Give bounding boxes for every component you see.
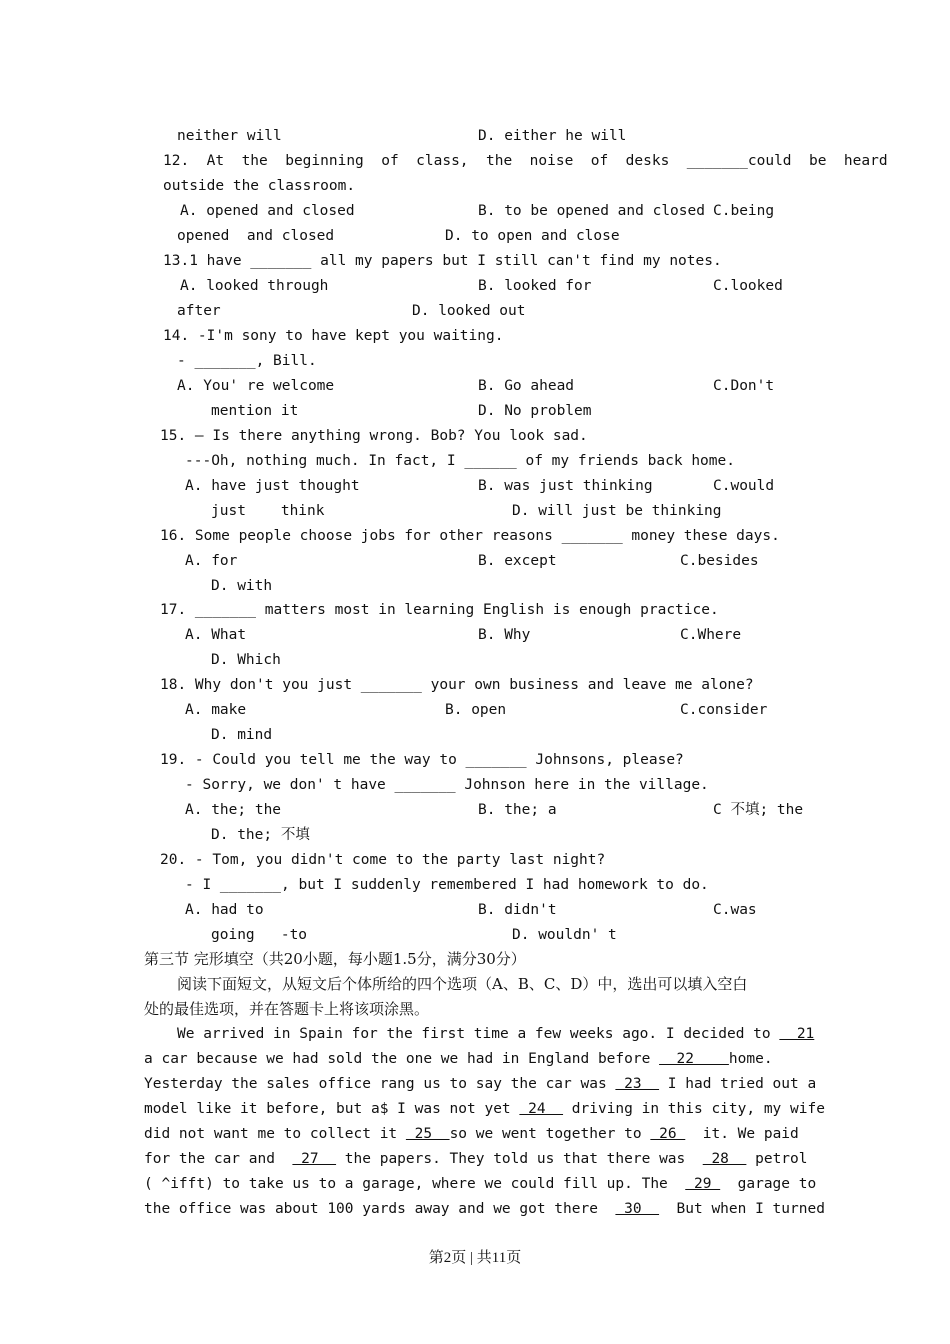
section-instructions-cont: 处的最佳选项，并在答题卡上将该项涂黑。: [144, 1000, 430, 1018]
q20-reply: - I _______, but I suddenly remembered I had homework to do.: [185, 877, 709, 893]
q18-option-b: B. open: [445, 702, 507, 718]
q20-option-a: A. had to: [185, 902, 264, 918]
blank-23: 23: [615, 1076, 660, 1092]
q19-option-c: C 不填; the: [713, 802, 804, 818]
q17-option-b: B. Why: [478, 627, 531, 643]
q18-option-a: A. make: [185, 702, 247, 718]
q13-stem: 13.1 have _______ all my papers but I still can't find my notes.: [163, 253, 722, 269]
q20-option-c: C.was: [713, 902, 757, 918]
q18-option-c: C.consider: [680, 702, 768, 718]
blank-22: 22: [659, 1051, 729, 1067]
q17-option-a: A. What: [185, 627, 247, 643]
blank-21: 21: [779, 1026, 815, 1042]
q17-option-d: D. Which: [211, 652, 281, 668]
q19-stem: 19. - Could you tell me the way to _______ Johnsons, please?: [160, 752, 684, 768]
q19-reply: - Sorry, we don' t have _______ Johnson here in the village.: [185, 777, 709, 793]
q16-option-b: B. except: [478, 553, 557, 569]
q20-option-c-cont: going -to: [211, 927, 308, 943]
q15-option-b: B. was just thinking: [478, 478, 653, 494]
q13-option-b: B. looked for: [478, 278, 592, 294]
q15-option-a: A. have just thought: [185, 478, 360, 494]
q15-option-c: C.would: [713, 478, 775, 494]
blank-24: 24: [519, 1101, 564, 1117]
passage-line: did not want me to collect it 25 so we went together to 26 it. We paid: [144, 1126, 799, 1142]
q14-stem: 14. -I'm sony to have kept you waiting.: [163, 328, 504, 344]
q12-option-c: C.being: [713, 203, 775, 219]
blank-28: 28: [702, 1151, 747, 1167]
passage-line: ( ^ifft) to take us to a garage, where we could fill up. The 29 garage to: [144, 1176, 817, 1192]
passage-line: Yesterday the sales office rang us to say the car was 23 I had tried out a: [144, 1076, 817, 1092]
q14-option-d: D. No problem: [478, 403, 592, 419]
q14-option-b: B. Go ahead: [478, 378, 575, 394]
passage-line: the office was about 100 yards away and we got there 30 But when I turned: [144, 1201, 825, 1217]
q19-option-a: A. the; the: [185, 802, 282, 818]
passage-line: We arrived in Spain for the first time a few weeks ago. I decided to 21: [177, 1026, 815, 1042]
passage-line: model like it before, but a$ I was not yet 24 driving in this city, my wife: [144, 1101, 825, 1117]
q13-option-c-cont: after: [177, 303, 221, 319]
q16-stem: 16. Some people choose jobs for other reasons _______ money these days.: [160, 528, 780, 544]
page-footer: 第2页 | 共11页: [428, 1250, 522, 1266]
q11-option-a: neither will: [177, 128, 282, 144]
q19-option-b: B. the; a: [478, 802, 557, 818]
q15-reply: ---Oh, nothing much. In fact, I ______ of my friends back home.: [185, 453, 735, 469]
blank-27: 27: [292, 1151, 337, 1167]
q15-stem: 15. — Is there anything wrong. Bob? You look sad.: [160, 428, 588, 444]
q16-option-c: C.besides: [680, 553, 759, 569]
q14-option-a: A. You' re welcome: [177, 378, 335, 394]
q17-stem: 17. _______ matters most in learning English is enough practice.: [160, 602, 719, 618]
q13-option-c: C.looked: [713, 278, 783, 294]
q12-stem-cont: outside the classroom.: [163, 178, 356, 194]
blank-26: 26: [650, 1126, 686, 1142]
q15-option-d: D. will just be thinking: [512, 503, 722, 519]
section-instructions: 阅读下面短文，从短文后个体所给的四个选项（A、B、C、D）中，选出可以填入空白: [177, 975, 748, 993]
q14-option-c: C.Don't: [713, 378, 775, 394]
q13-option-d: D. looked out: [412, 303, 526, 319]
q14-reply: - _______, Bill.: [177, 353, 317, 369]
q20-option-b: B. didn't: [478, 902, 557, 918]
q13-option-a: A. looked through: [180, 278, 329, 294]
blank-29: 29: [685, 1176, 721, 1192]
q14-option-c-cont: mention it: [211, 403, 299, 419]
q11-option-d: D. either he will: [478, 128, 627, 144]
passage-line: a car because we had sold the one we had in England before 22 home.: [144, 1051, 773, 1067]
blank-25: 25: [405, 1126, 450, 1142]
q12-option-c-cont: opened and closed: [177, 228, 335, 244]
q17-option-c: C.Where: [680, 627, 742, 643]
q20-option-d: D. wouldn' t: [512, 927, 617, 943]
q12-option-a: A. opened and closed: [180, 203, 355, 219]
q12-option-b: B. to be opened and closed: [478, 203, 705, 219]
q12-option-d: D. to open and close: [445, 228, 620, 244]
section-heading: 第三节 完形填空（共20小题，每小题1.5分，满分30分）: [144, 950, 526, 968]
q20-stem: 20. - Tom, you didn't come to the party last night?: [160, 852, 606, 868]
q16-option-a: A. for: [185, 553, 238, 569]
q19-option-d: D. the; 不填: [211, 827, 310, 843]
blank-30: 30: [615, 1201, 660, 1217]
q18-option-d: D. mind: [211, 727, 273, 743]
q15-option-c-cont: just think: [211, 503, 325, 519]
q12-stem: 12. At the beginning of class, the noise of desks _______could be heard: [163, 153, 888, 169]
q16-option-d: D. with: [211, 578, 273, 594]
q18-stem: 18. Why don't you just _______ your own business and leave me alone?: [160, 677, 754, 693]
passage-line: for the car and 27 the papers. They told us that there was 28 petrol: [144, 1151, 808, 1167]
